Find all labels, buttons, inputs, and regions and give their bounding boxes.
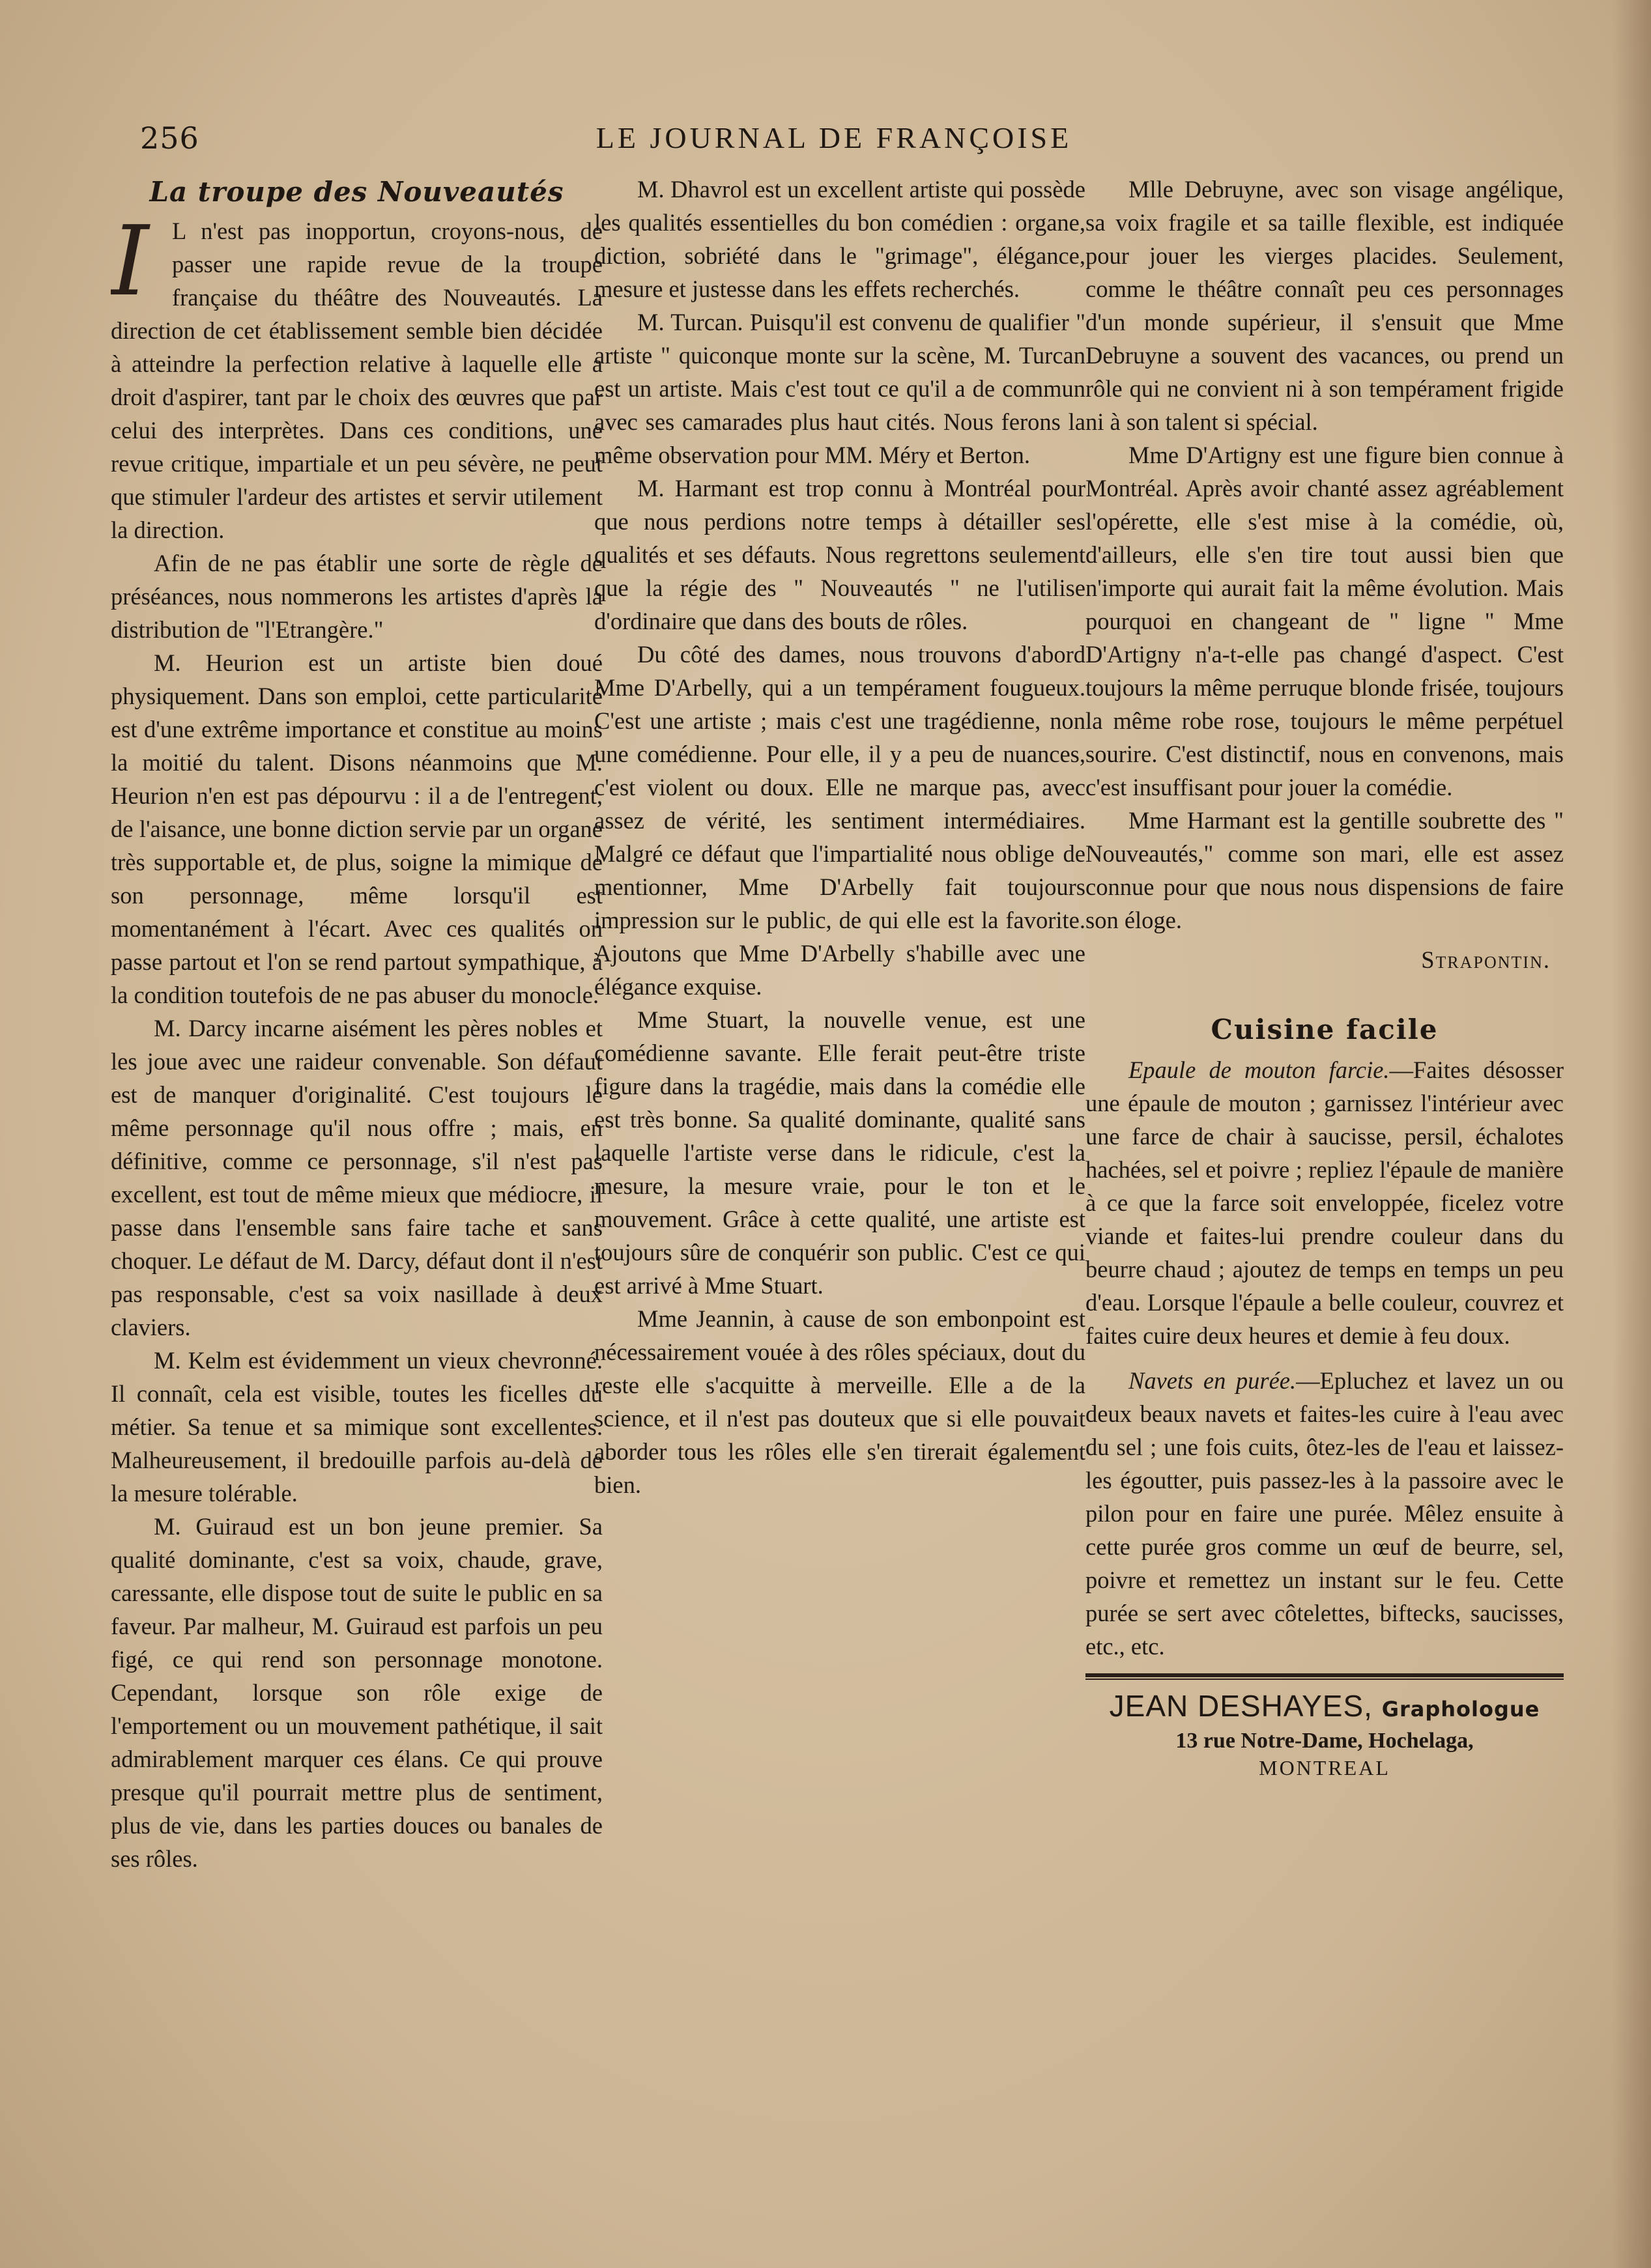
article-paragraph-1: I L n'est pas inopportun, croyons-nous, de passer une rapide revue de la troupe française du théâtre des Nouveautés. La direction de cet établissement semble bien décidée à atteindre la perfection relative à laquelle elle a droit d'aspirer, tant par le choix des œuvres que par celui des interprètes. Dans ces conditions, une revue critique, impartiale et un peu sévère, ne peut que stimuler l'ardeur des artistes et servir utilement la direction. <box>111 205 603 543</box>
cuisine-title: Cuisine facile <box>1211 1014 1439 1045</box>
recipe-2-text: —Epluchez et lavez un ou deux beaux navets et faites-les cuire à l'eau avec du sel ; une fois cuits, ôtez-les de l'eau et laissez-les égoutter, puis passez-les à la passoire avec le pilon pour en faire une purée. Mêlez ensuite à cette purée gros comme un œuf de beurre, sel, poivre et remettez un instant sur le feu. Cette purée se sert avec côtelettes, biftecks, saucisses, etc., etc. <box>1085 1367 1564 1660</box>
column-3 <box>1085 173 1564 2159</box>
ad-divider-thin <box>1085 1679 1564 1680</box>
article-paragraph-10: Du côté des dames, nous trouvons d'abord Mme D'Arbelly, qui a un tempérament fougueux. C'est une artiste ; mais c'est une tragédienne, non une comédienne. Pour elle, il y a peu de nuances, c'est violent ou doux. Elle ne marque pas, avec assez de vérité, les sentiment intermédiaires. Malgré ce défaut que l'impartialité nous oblige de mentionner, Mme D'Arbelly fait toujours impression sur le public, de qui elle est la favorite. Ajoutons que Mme D'Arbelly s'habille avec une élégance exquise. <box>594 641 1085 1000</box>
article-paragraph-11: Mme Stuart, la nouvelle venue, est une comédienne savante. Elle ferait peut-être triste figure dans la tragédie, mais dans la comédie elle est très bonne. Sa qualité dominante, qualité sans laquelle l'artiste verse dans le ridicule, c'est la mesure, la mesure vraie, pour le ton et le mouvement. Grâce à cette qualité, une artiste est toujours sûre de conquérir son public. C'est ce qui est arrivé à Mme Stuart. <box>594 1006 1085 1299</box>
recipe-1-name: Epaule de mouton farcie. <box>1128 1056 1390 1083</box>
advertisement-role: Graphologue <box>1381 1697 1540 1722</box>
article-paragraph-4: M. Darcy incarne aisément les pères nobles et les joue avec une raideur convenable. Son défaut est de manquer d'originalité. C'est toujours le même personnage qu'il nous offre ; mais, en définitive, comme ce personnage, s'il n'est pas excellent, est tout de même mieux que médiocre, il passe dans l'ensemble sans faire tache et sans choquer. Le défaut de M. Darcy, défaut dont il n'est pas responsable, c'est sa voix nasillade à deux claviers. <box>111 1015 603 1340</box>
recipe-1-text: —Faites désosser une épaule de mouton ; garnissez l'intérieur avec une farce de chair à saucisse, persil, échalotes hachées, sel et poivre ; repliez l'épaule de manière à ce que la farce soit enveloppée, ficelez votre viande et faites-lui prendre couleur dans du beurre chaud ; ajoutez de temps en temps un peu d'eau. Lorsque l'épaule a belle couleur, couvrez et faites cuire deux heures et demie à feu doux. <box>1085 1056 1564 1349</box>
article-title: La troupe des Nouveautés <box>149 176 564 208</box>
article-paragraph-9: M. Harmant est trop connu à Montréal pour que nous perdions notre temps à détailler ses qualités et ses défauts. Nous regrettons seulement que la régie des " Nouveautés " ne l'utilise d'ordinaire que dans des bouts de rôles. <box>594 475 1085 634</box>
article-paragraph-7: M. Dhavrol est un excellent artiste qui possède les qualités essentielles du bon comédien : organe, diction, sobriété dans le "grimage", élégance, mesure et justesse dans les effets recherchés. <box>594 176 1085 302</box>
article-signature: Strapontin. <box>1421 946 1551 973</box>
page-number: 256 <box>140 120 199 156</box>
advertisement-address: 13 rue Notre-Dame, Hochelaga, <box>1175 1729 1474 1753</box>
recipe-2-name: Navets en purée. <box>1128 1367 1297 1394</box>
article-paragraph-12: Mme Jeannin, à cause de son embonpoint est nécessairement vouée à des rôles spéciaux, dout du reste elle s'acquitte à merveille. Elle a de la science, et il n'est pas douteux que si elle pouvait aborder tous les rôles elle s'en tirerait également bien. <box>594 1305 1085 1498</box>
recipe-2 <box>1085 1364 1564 1663</box>
article-paragraph-14: Mme D'Artigny est une figure bien connue à Montréal. Après avoir chanté assez agréablement l'opérette, elle s'est mise à la comédie, où, d'ailleurs, elle s'en tire tout aussi bien que n'importe qui aurait fait la même évolution. Mais pourquoi en changeant de " ligne " Mme D'Artigny n'a-t-elle pas changé d'aspect. C'est toujours la même perruque blonde frisée, toujours la même robe rose, toujours le même perpétuel sourire. C'est distinctif, nous en convenons, mais c'est insuffisant pour jouer la comédie. <box>1085 442 1564 801</box>
journal-title: LE JOURNAL DE FRANÇOISE <box>596 121 1072 154</box>
article-paragraph-3: M. Heurion est un artiste bien doué physiquement. Dans son emploi, cette particularité est d'une extrême importance et constitue au moins la moitié du talent. Disons néanmoins que M. Heurion n'en est pas dépourvu : il a de l'entregent, de l'aisance, une bonne diction servie par un organe très supportable et, de plus, soigne la mimique de son personnage, même lorsqu'il est momentanément à l'écart. Avec ces qualités on passe partout et l'on se rend partout sympathique, à la condition toutefois de ne pas abuser du monocle. <box>111 649 603 1008</box>
ad-divider <box>1085 1673 1564 1677</box>
advertisement-name: JEAN DESHAYES, Graphologue <box>1109 1689 1540 1723</box>
advertisement-city: MONTREAL <box>1259 1756 1390 1779</box>
column-2 <box>594 173 1085 2159</box>
page-header <box>140 120 1528 166</box>
article-paragraph-2: Afin de ne pas établir une sorte de règle de préséances, nous nommerons les artistes d'après la distribution de "l'Etrangère." <box>111 550 603 643</box>
article-paragraph-5: M. Kelm est évidemment un vieux chevronné. Il connaît, cela est visible, toutes les ficelles du métier. Sa tenue et sa mimique sont excellentes. Malheureusement, il bredouille parfois au-delà de la mesure tolérable. <box>111 1347 603 1507</box>
article-paragraph-8: M. Turcan. Puisqu'il est convenu de qualifier " artiste " quiconque monte sur la scène, M. Turcan est un artiste. Mais c'est tout ce qu'il a de commun avec ses camarades plus haut cités. Nous ferons la même observation pour MM. Méry et Berton. <box>594 309 1085 468</box>
article-paragraph-15: Mme Harmant est la gentille soubrette des " Nouveautés," comme son mari, elle est assez connue pour que nous nous dispensions de faire son éloge. <box>1085 807 1564 933</box>
drop-cap: I <box>111 205 149 317</box>
column-1 <box>111 173 603 2159</box>
page-binding-shadow <box>1612 0 1651 2268</box>
article-paragraph-13: Mlle Debruyne, avec son visage angélique, sa voix fragile et sa taille flexible, est indiquée pour jouer les vierges placides. Seulement, comme le théâtre connaît peu ces personnages d'un monde supérieur, il s'ensuit que Mme Debruyne a souvent des vacances, ou prend un rôle qui ne convient ni à son tempérament frigide ni à son talent si spécial. <box>1085 176 1564 435</box>
recipe-1 <box>1085 1053 1564 1352</box>
article-paragraph-6: M. Guiraud est un bon jeune premier. Sa qualité dominante, c'est sa voix, chaude, grave, caressante, elle dispose tout de suite le public en sa faveur. Par malheur, M. Guiraud est parfois un peu figé, ce qui rend son personnage monotone. Cependant, lorsque son rôle exige de l'emportement ou un mouvement pathétique, il sait admirablement marquer ces élans. Ce qui prouve presque qu'il pourrait mettre plus de sentiment, plus de vie, dans les parties douces ou banales de ses rôles. <box>111 1513 603 1872</box>
